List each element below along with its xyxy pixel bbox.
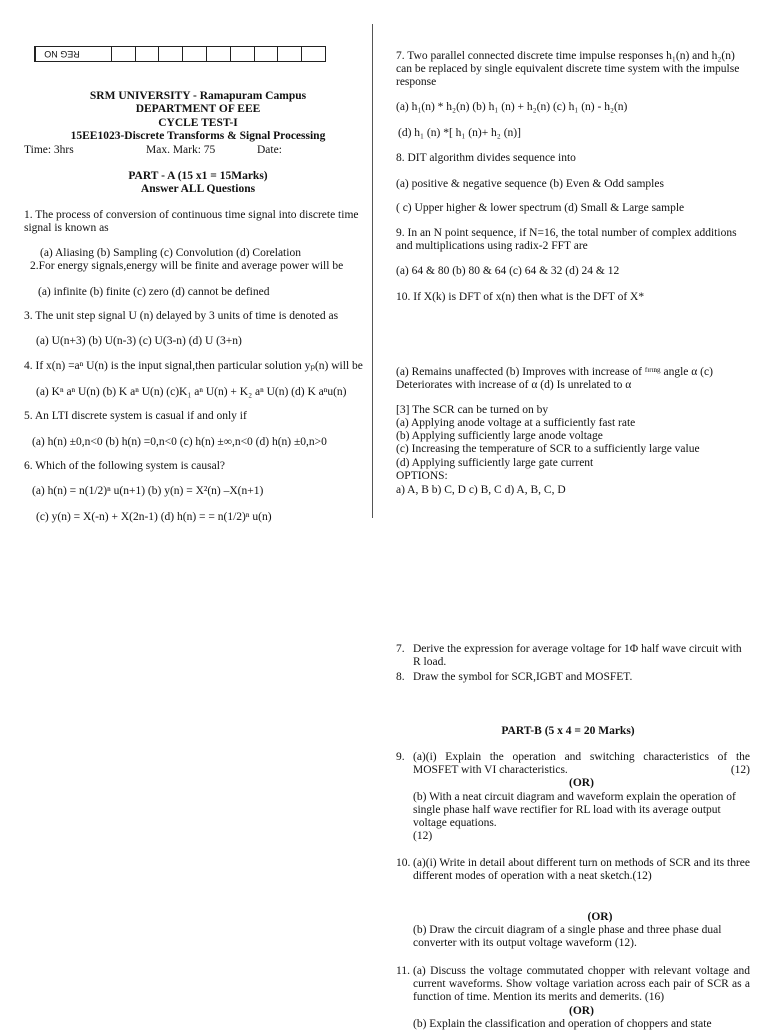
part-b-q11-number: 11. [396, 965, 410, 977]
question-7-options-1: (a) h₁(n) * h₂(n) (b) h₁ (n) + h₂(n) (c) h₁ (n) - h₂(n) [396, 101, 628, 113]
part-b-q10-number: 10. [396, 857, 411, 869]
part-b-q10a: (a)(i) Write in detail about different turn on methods of SCR and its three different modes of operation with a neat sketch.(12) [413, 857, 750, 882]
part-b-q9b-marks: (12) [413, 830, 433, 842]
part-b-q9a-text: (a)(i) Explain the operation and switching characteristics of the MOSFET with VI characteristics. [413, 751, 750, 776]
or-label: (OR) [569, 1005, 594, 1017]
part-b-q11a: (a) Discuss the voltage commutated chopper with relevant voltage and current waveforms. Show voltage variation across each pair of SCR as a function of time. Mention its merits and demerits. (16) [413, 965, 750, 1003]
exam-date: Date: [257, 144, 282, 156]
reg-no-cell [207, 47, 231, 61]
part-b-q9a-marks: (12) [730, 764, 750, 776]
scr-question-options: (a) Remains unaffected (b) Improves with increase of ᶠᶦʳᶦⁿᵍ angle α (c) Deteriorates with increase of α (d) Is unrelated to α [396, 366, 713, 391]
lower-q8-number: 8. [396, 671, 405, 683]
reg-no-cell [112, 47, 136, 61]
question-8-options-1: (a) positive & negative sequence (b) Even & Odd samples [396, 178, 664, 190]
part-b-q9b: (b) With a neat circuit diagram and waveform explain the operation of single phase half wave rectifier for RL load with its average output voltage equations. [413, 791, 736, 829]
question-7: 7. Two parallel connected discrete time impulse responses h₁(n) and h₂(n) can be replaced by single equivalent discrete time system with the impulse response [396, 50, 740, 88]
question-4: 4. If x(n) =aⁿ U(n) is the input signal,then particular solution yₚ(n) will be [24, 360, 363, 372]
reg-no-cell [183, 47, 207, 61]
scr-question-3-option-a: (a) Applying anode voltage at a sufficiently fast rate [396, 417, 636, 429]
scr-question-3-answers: a) A, B b) C, D c) B, C d) A, B, C, D [396, 484, 566, 496]
reg-no-cell [302, 47, 325, 61]
part-b-q10b: (b) Draw the circuit diagram of a single phase and three phase dual converter with its output voltage waveform (12). [413, 924, 722, 949]
part-b-q9-number: 9. [396, 751, 405, 763]
lower-q7-number: 7. [396, 643, 405, 655]
question-3: 3. The unit step signal U (n) delayed by 3 units of time is denoted as [24, 310, 339, 322]
column-divider [372, 24, 373, 518]
lower-q8-text: Draw the symbol for SCR,IGBT and MOSFET. [413, 671, 633, 683]
or-label: (OR) [587, 911, 613, 923]
lower-q7-text: Derive the expression for average voltage for 1Φ half wave circuit with R load. [413, 643, 742, 668]
question-4-options: (a) Kⁿ aⁿ U(n) (b) K aⁿ U(n) (c)K₁ aⁿ U(n) + K₂ aⁿ U(n) (d) K aⁿu(n) [36, 386, 347, 398]
scr-question-3: [3] The SCR can be turned on by [396, 404, 549, 416]
question-1-options: (a) Aliasing (b) Sampling (c) Convolution (d) Corelation [40, 247, 301, 259]
part-a-title: PART - A (15 x1 = 15Marks) [128, 170, 268, 182]
question-2: 2.For energy signals,energy will be finite and average power will be [30, 260, 344, 272]
question-6-options-2: (c) y(n) = X(-n) + X(2n-1) (d) h(n) = = n(1/2)ⁿ u(n) [36, 511, 272, 523]
reg-no-cell [159, 47, 183, 61]
scr-question-3-option-c: (c) Increasing the temperature of SCR to a sufficiently large value [396, 443, 700, 455]
question-3-options: (a) U(n+3) (b) U(n-3) (c) U(3-n) (d) U (3+n) [36, 335, 242, 347]
question-2-options: (a) infinite (b) finite (c) zero (d) cannot be defined [38, 286, 270, 298]
question-10: 10. If X(k) is DFT of x(n) then what is the DFT of X* [396, 291, 645, 303]
question-7-options-2: (d) h₁ (n) *[ h₁ (n)+ h₂ (n)] [398, 127, 521, 139]
question-5-options: (a) h(n) ±0,n<0 (b) h(n) =0,n<0 (c) h(n) ±∞,n<0 (d) h(n) ±0,n>0 [32, 436, 327, 448]
max-mark: Max. Mark: 75 [146, 144, 216, 156]
reg-no-cell [231, 47, 255, 61]
options-label: OPTIONS: [396, 470, 448, 482]
question-9-options: (a) 64 & 80 (b) 80 & 64 (c) 64 & 32 (d) 24 & 12 [396, 265, 620, 277]
or-label: (OR) [569, 777, 594, 789]
part-b-q11b: (b) Explain the classification and operation of choppers and state [413, 1018, 712, 1030]
scr-question-3-option-d: (d) Applying sufficiently large gate current [396, 457, 594, 469]
question-9: 9. In an N point sequence, if N=16, the total number of complex additions and multiplications using radix-2 FFT are [396, 227, 737, 252]
reg-no-box [34, 46, 326, 62]
department-title: DEPARTMENT OF EEE [135, 103, 261, 115]
scr-question-3-option-b: (b) Applying sufficiently large anode voltage [396, 430, 603, 442]
question-6-options-1: (a) h(n) = n(1/2)ⁿ u(n+1) (b) y(n) = X²(n) –X(n+1) [32, 485, 264, 497]
reg-no-cell [136, 47, 160, 61]
reg-no-cell [278, 47, 302, 61]
question-8: 8. DIT algorithm divides sequence into [396, 152, 576, 164]
course-title: 15EE1023-Discrete Transforms & Signal Processing [70, 130, 326, 142]
reg-no-label: REG NO [35, 47, 88, 61]
question-8-options-2: ( c) Upper higher & lower spectrum (d) Small & Large sample [396, 202, 685, 214]
question-5: 5. An LTI discrete system is casual if and only if [24, 410, 247, 422]
university-title: SRM UNIVERSITY - Ramapuram Campus [89, 90, 307, 102]
part-b-title: PART-B (5 x 4 = 20 Marks) [501, 725, 635, 737]
exam-time: Time: 3hrs [24, 144, 74, 156]
question-1: 1. The process of conversion of continuous time signal into discrete time signal is known as [24, 209, 359, 234]
part-b-q9a [413, 751, 750, 777]
part-a-subtitle: Answer ALL Questions [140, 183, 256, 195]
reg-no-cell [255, 47, 279, 61]
reg-no-cell [88, 47, 112, 61]
test-title: CYCLE TEST-I [158, 117, 238, 129]
question-6: 6. Which of the following system is causal? [24, 460, 225, 472]
